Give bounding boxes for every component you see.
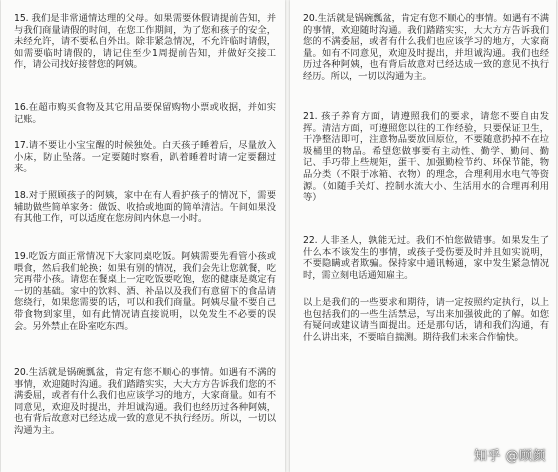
- zhihu-watermark: 知乎 @顾颜: [473, 449, 546, 464]
- rule-22-paragraph: 22. 人非圣人，孰能无过。我们不怕您做错事。如果发生了什么本不该发生的事情，或孩子受伤要及时并且如实说明，不要隐瞒或者欺骗。保持家中通讯畅通，家中发生紧急情况时，需立刻电话通知雇主。: [303, 235, 549, 281]
- rule-19-paragraph: 19.吃饭方面正常情况下大家同桌吃饭。阿姨需要先看管小孩或喂食，然后我们轮换；如果有别的情况，我们会先让您就餐，吃完再带小孩。请您在餐桌上一定吃饭要吃饱，您的健康是奠定有一切的基础。家中的饮料、酒、补品以及我们有意留下的食品请您绕行，如果您需要的话，可以和我们商量。阿姨尽量不要自己带食物到家里，如有此情况请直接说明，以免发生不必要的误会。另外禁止在卧室吃东西。: [14, 251, 276, 332]
- right-column: [303, 0, 549, 472]
- left-column: [14, 0, 276, 472]
- rule-16-paragraph: 16.在超市购买食物及其它用品要保留购物小票或收据，并如实记账。: [14, 102, 276, 125]
- rule-15-paragraph: 15. 我们是非常通情达理的父母。如果需要休假请提前告知，并与我们商量请假的时间，在您工作期间，为了您和孩子的安全，未经允许，请不要私自外出。除非紧急情况，不允许临时请假，如需要临时请假的，请记住至少1周提前告知，并做好交接工作，请公司找好接替您的阿姨。: [14, 13, 276, 71]
- rule-20-paragraph: 20.生活就是锅碗瓢盆，肯定有您不顺心的事情。如遇有不满的事情，欢迎随时沟通。我们踏踏实实，大大方方告诉我们您的不满委屈，或者有什么我们也应该学习的地方，大家商量。如有不同意见，欢迎及时提出，并坦诚沟通。我们也经历过各种阿姨，也有背后故意对已经达成一致的意见不执行经历。所以，一切以沟通为主。: [14, 367, 276, 436]
- closing-paragraph: 以上是我们的一些要求和期待，请一定按照约定执行，以上也包括我们的一些生活禁忌，写出来加强彼此的了解。如您有疑问或建议请当面提出。还是那句话，请和我们沟通，有什么讲出来，不要暗自揣测。期待我们未来合作愉快。: [303, 297, 549, 343]
- rule-18-paragraph: 18.对于照顾孩子的阿姨，家中在有人看护孩子的情况下，需要辅助做些简单家务：做饭、收拾或地面的简单清洁。午间如果没有其他工作，可以适度在您房间内休息一小时。: [14, 190, 276, 225]
- rule-21-paragraph: 21. 孩子养育方面，请遵照我们的要求，请您不要自由发挥。清洁方面，可遵照您以往的工作经验，只要保证卫生，干净整洁即可，注意物品要放回原位，不要随意扔掉不在垃圾桶里的物品。希望您做事要有主动性、勤学、勤问、勤记、手巧带上些规矩，蛋干、加强勤检节约、环保节能，物品分类（不限于冰箱、衣物）的理念，合理利用水电气等资源。（如随手关灯、控制水流大小、生活用水的合理再利用等）: [303, 111, 549, 204]
- rule-20-paragraph-repeat: 20.生活就是锅碗瓢盆，肯定有您不顺心的事情。如遇有不满的事情，欢迎随时沟通。我们踏踏实实，大大方方告诉我们您的不满委屈，或者有什么我们也应该学习的地方，大家商量。如有不同意见，欢迎及时提出，并坦诚沟通。我们也经历过各种阿姨，也有背后故意对已经达成一致的意见不执行经历。所以，一切以沟通为主。: [303, 13, 549, 82]
- rule-17-paragraph: 17.请不要让小宝宝醒的时候独处。白天孩子睡着后，尽量放入小床，防止坠落。一定要随时察看，趴着睡着时请一定要翻过来。: [14, 140, 276, 175]
